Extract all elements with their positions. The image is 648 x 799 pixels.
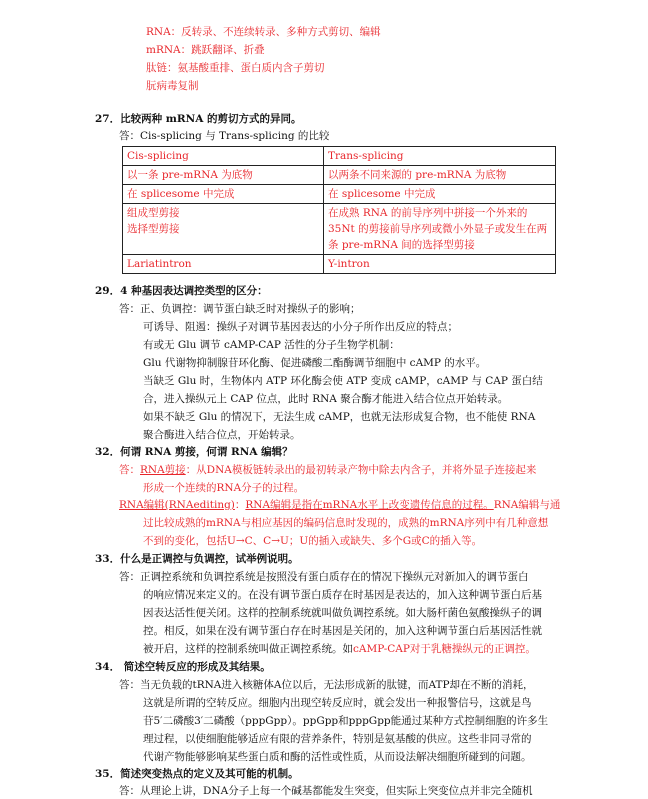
list-line-peptide: 肽链：氨基酸重排、蛋白质内含子剪切: [146, 62, 325, 74]
table-cell: 在成熟 RNA 的前导序列中拼接一个外来的 35Nt 的剪接前导序列或微小外显子或发生在两 条 pre-mRNA 间的选择型剪接: [324, 204, 556, 255]
question-27-answer-intro: 答：Cis-splicing 与 Trans-splicing 的比较: [119, 130, 330, 142]
answer-line: 聚合酶进入结合位点，开始转录。: [143, 429, 301, 441]
table-row: [123, 204, 556, 255]
table-header-cis: Cis-splicing: [123, 147, 324, 166]
table-cell: Lariatintron: [123, 255, 324, 274]
table-cell: 以两条不同来源的 pre-mRNA 为底物: [324, 166, 556, 185]
answer-line: 当缺乏 Glu 时，生物体内 ATP 环化酶会使 ATP 变成 cAMP，cAMP 与 CAP 蛋白结: [143, 375, 543, 387]
question-27-title: 27．比较两种 mRNA 的剪切方式的异同。: [95, 113, 302, 125]
splice-text: ：从DNA模板链转录出的最初转录产物中除去内含子，并将外显子连接起来: [185, 464, 537, 476]
table-row: [123, 166, 556, 185]
list-line-rna: RNA：反转录、不连续转录、多种方式剪切、编辑: [146, 26, 381, 38]
edit-underlined-text: RNA编辑是指在mRNA水平上改变遗传信息的过程。: [245, 499, 494, 511]
answer-line: 合，进入操纵元上 CAP 位点，此时 RNA 聚合酶才能进入结合位点开始转录。: [143, 393, 509, 405]
table-row: [123, 185, 556, 204]
answer-line: 控。相反，如果在没有调节蛋白存在时基因是关闭的，加入这种调节蛋白后基因活性就: [143, 625, 542, 637]
splice-definition-cont: 形成一个连续的RNA分子的过程。: [143, 482, 305, 494]
table-header-trans: Trans-splicing: [324, 147, 556, 166]
table-cell: 在 splicesome 中完成: [123, 185, 324, 204]
answer-line: 答：从理论上讲，DNA分子上每一个碱基都能发生突变，但实际上突变位点并非完全随机: [119, 785, 533, 797]
answer-prefix: 答：: [119, 464, 140, 476]
question-32-title: 32．何谓 RNA 剪接，何谓 RNA 编辑？: [95, 446, 293, 458]
table-row: [123, 255, 556, 274]
answer-line: 可诱导、阻遏：操纵子对调节基因表达的小分子所作出反应的特点；: [143, 321, 458, 333]
answer-line: 有或无 Glu 调节 cAMP-CAP 活性的分子生物学机制：: [143, 339, 400, 351]
table-cell: 以一条 pre-mRNA 为底物: [123, 166, 324, 185]
question-29-title: 29．4 种基因表达调控类型的区分：: [95, 285, 268, 297]
edit-sep: ：: [234, 499, 246, 511]
table-cell: 组成型剪接 选择型剪接: [123, 204, 324, 255]
answer-line: 理过程，以使细胞能够适应有限的营养条件，特别是氨基酸的供应。这些非同寻常的: [143, 733, 532, 745]
question-34-title: 34． 简述空转反应的形成及其结果。: [95, 661, 271, 673]
answer-line: 的响应情况来定义的。在没有调节蛋白质存在时基因是表达的，加入这种调节蛋白后基: [143, 589, 542, 601]
table-cell: 在 splicesome 中完成: [324, 185, 556, 204]
question-35-title: 35．简述突变热点的定义及其可能的机制。: [95, 768, 299, 780]
splice-term: RNA剪接: [140, 464, 186, 476]
edit-tail: RNA编辑与通: [493, 499, 561, 511]
splicing-comparison-table: [122, 146, 556, 274]
answer-line: 答：当无负载的tRNA进入核糖体A位以后，无法形成新的肽键，而ATP却在不断的消耗，: [119, 679, 534, 691]
list-line-prion: 朊病毒复制: [146, 80, 199, 92]
edit-definition-cont: 不到的变化，包括U→C、C→U；U的插入或缺失、多个G或C的插入等。: [143, 535, 483, 547]
answer-line: 这就是所谓的空转反应。细胞内出现空转反应时，就会发出一种报警信号，这就是鸟: [143, 697, 532, 709]
answer-line: 答：正、负调控：调节蛋白缺乏时对操纵子的影响；: [119, 303, 361, 315]
table-cell: Y-intron: [324, 255, 556, 274]
edit-definition-line: [119, 497, 560, 513]
answer-text: 被开启，这样的控制系统叫做正调控系统。如: [143, 643, 353, 655]
table-header-row: [123, 147, 556, 166]
question-33-title: 33．什么是正调控与负调控，试举例说明。: [95, 553, 299, 565]
splice-definition-line: [119, 462, 536, 478]
edit-definition-cont: 过比较成熟的mRNA与相应基因的编码信息时发现的，成熟的mRNA序列中有几种意想: [143, 517, 549, 529]
answer-line: 苷5′二磷酸3′二磷酸（pppGpp）。ppGpp和pppGpp能通过某种方式控制细胞的许多生: [143, 715, 549, 727]
edit-term: RNA编辑(RNAediting): [119, 499, 235, 511]
list-line-mrna: mRNA：跳跃翻译、折叠: [146, 44, 265, 56]
answer-line: [143, 641, 536, 657]
answer-line: Glu 代谢物抑制腺苷环化酶、促进磷酸二酯酶调节细胞中 cAMP 的水平。: [143, 357, 487, 369]
answer-line: 答：正调控系统和负调控系统是按照没有蛋白质存在的情况下操纵元对新加入的调节蛋白: [119, 571, 529, 583]
answer-example: cAMP-CAP对于乳糖操纵元的正调控。: [353, 643, 536, 655]
answer-line: 因表达活性便关闭。这样的控制系统就叫做负调控系统。如大肠杆菌色氨酸操纵子的调: [143, 607, 542, 619]
answer-line: 如果不缺乏 Glu 的情况下，无法生成 cAMP，也就无法形成复合物，也不能使 RNA: [143, 411, 536, 423]
answer-line: 代谢产物能够影响某些蛋白质和酶的活性或性质，从而设法解决细胞所碰到的问题。: [143, 751, 532, 763]
